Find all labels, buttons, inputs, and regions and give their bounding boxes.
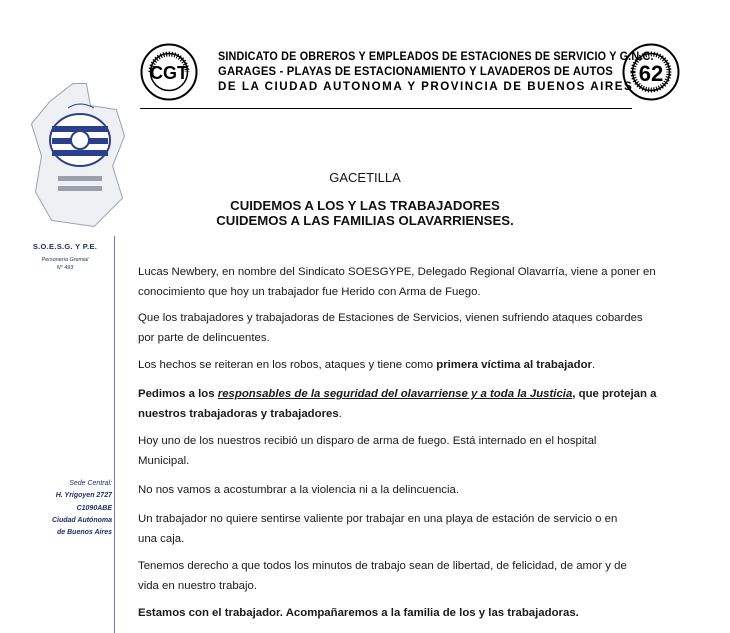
paragraph-9-text: Estamos con el trabajador. Acompañaremos a la familia de los y las trabajadoras. — [138, 607, 579, 619]
paragraph-1-line-1: Lucas Newbery, en nombre del Sindicato SOESGYPE, Delegado Regional Olavarría, viene a poner en — [138, 266, 656, 278]
paragraph-4-end: . — [338, 408, 342, 420]
address-city-2: de Buenos Aires — [57, 529, 112, 537]
paragraph-1 — [138, 262, 658, 302]
sidebar-address — [20, 478, 112, 539]
paragraph-2-line-1: Que los trabajadores y trabajadoras de Estaciones de Servicios, vienen sufriendo ataques cobardes — [138, 312, 643, 324]
svg-text:CGT: CGT — [150, 63, 188, 83]
62-organizaciones-seal-icon — [622, 43, 680, 101]
union-name-line-2: GARAGES - PLAYAS DE ESTACIONAMIENTO Y LAVADEROS DE AUTOS — [218, 65, 613, 78]
paragraph-3-emphasis: primera víctima al trabajador — [436, 359, 592, 371]
document-kind: GACETILLA — [329, 170, 401, 185]
paragraph-8-line-1: Tenemos derecho a que todos los minutos de trabajo sean de libertad, de felicidad, de amor y de — [138, 560, 627, 572]
header-divider — [140, 108, 632, 109]
sidebar-personeria — [20, 256, 110, 272]
paragraph-7 — [138, 509, 658, 549]
paragraph-3 — [138, 355, 658, 375]
paragraph-8-line-2: vida en nuestro trabajo. — [138, 580, 258, 592]
paragraph-3-end: . — [591, 359, 596, 371]
paragraph-8 — [138, 556, 658, 596]
document-title — [0, 198, 730, 228]
union-name-line-1: SINDICATO DE OBREROS Y EMPLEADOS DE ESTACIONES DE SERVICIO Y G.N.C. — [218, 50, 654, 63]
paragraph-4-line-2: nuestros trabajadoras y trabajadores — [138, 408, 339, 420]
address-city-1: Ciudad Autónoma — [51, 516, 112, 524]
paragraph-4-lead: Pedimos a los — [138, 388, 218, 400]
paragraph-7-line-2: una caja. — [138, 533, 185, 545]
paragraph-4 — [138, 384, 658, 424]
letterhead — [140, 43, 680, 103]
paragraph-3-text: Los hechos se reiteran en los robos, ataques y tiene como — [138, 359, 437, 371]
address-postal: C1090ABE — [76, 504, 112, 512]
paragraph-5 — [138, 431, 658, 471]
sidebar-org-name: S.O.E.S.G. Y P.E. — [32, 242, 98, 251]
svg-text:62: 62 — [638, 61, 664, 86]
paragraph-2-line-2: por parte de delincuentes. — [138, 332, 270, 344]
paragraph-6: No nos vamos a acostumbrar a la violencia ni a la delincuencia. — [138, 484, 460, 496]
address-street: H. Yrigoyen 2727 — [55, 492, 112, 500]
paragraph-2 — [138, 308, 658, 348]
cgt-seal-icon — [140, 43, 198, 101]
paragraph-4-mid: , que protejan a — [572, 388, 657, 400]
title-line-2: CUIDEMOS A LAS FAMILIAS OLAVARRIENSES. — [216, 213, 514, 228]
paragraph-9 — [138, 603, 658, 623]
personeria-label: Personería Gremial — [41, 257, 89, 263]
personeria-number: N° 493 — [56, 265, 74, 271]
sede-label: Sede Central: — [69, 480, 112, 487]
paragraph-4-underlined: responsables de la seguridad del olavarriense y a toda la Justicia — [217, 388, 573, 400]
union-name-line-3: DE LA CIUDAD AUTONOMA Y PROVINCIA DE BUENOS AIRES — [218, 79, 634, 93]
paragraph-1-line-2: conocimiento que hoy un trabajador fue Herido con Arma de Fuego. — [138, 286, 481, 298]
paragraph-7-line-1: Un trabajador no quiere sentirse valiente por trabajar en una playa de estación de servicio o en — [138, 513, 618, 525]
sidebar-divider — [114, 236, 115, 633]
paragraph-5-line-2: Municipal. — [138, 455, 190, 467]
title-line-1: CUIDEMOS A LOS Y LAS TRABAJADORES — [230, 198, 500, 213]
paragraph-5-line-1: Hoy uno de los nuestros recibió un disparo de arma de fuego. Está internado en el hospital — [138, 435, 597, 447]
